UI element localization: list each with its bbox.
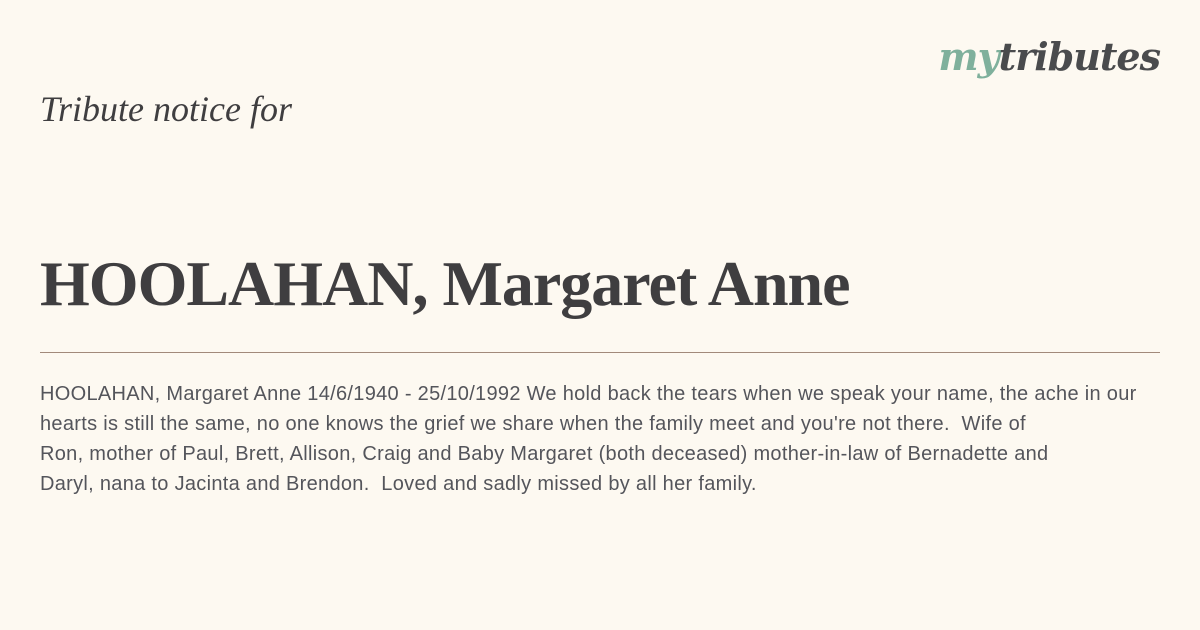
divider-line [40, 352, 1160, 353]
logo-my-text: my [938, 34, 999, 79]
obituary-line-1: HOOLAHAN, Margaret Anne 14/6/1940 - 25/10/1992 We hold back the tears when we speak your name, the ache in our [40, 383, 1137, 405]
tribute-notice-label: Tribute notice for [40, 89, 292, 129]
obituary-line-3: Ron, mother of Paul, Brett, Allison, Craig and Baby Margaret (both deceased) mother-in-law of Bernadette and [40, 443, 1049, 465]
obituary-line-2: hearts is still the same, no one knows the grief we share when the family meet and you're not there. Wife of [40, 413, 1026, 435]
obituary-line-4: Daryl, nana to Jacinta and Brendon. Loved and sadly missed by all her family. [40, 473, 757, 495]
obituary-text [40, 379, 1200, 499]
deceased-name-heading: HOOLAHAN, Margaret Anne [40, 247, 850, 319]
mytributes-logo[interactable] [938, 34, 1160, 80]
logo-tributes-text: tributes [998, 34, 1160, 79]
